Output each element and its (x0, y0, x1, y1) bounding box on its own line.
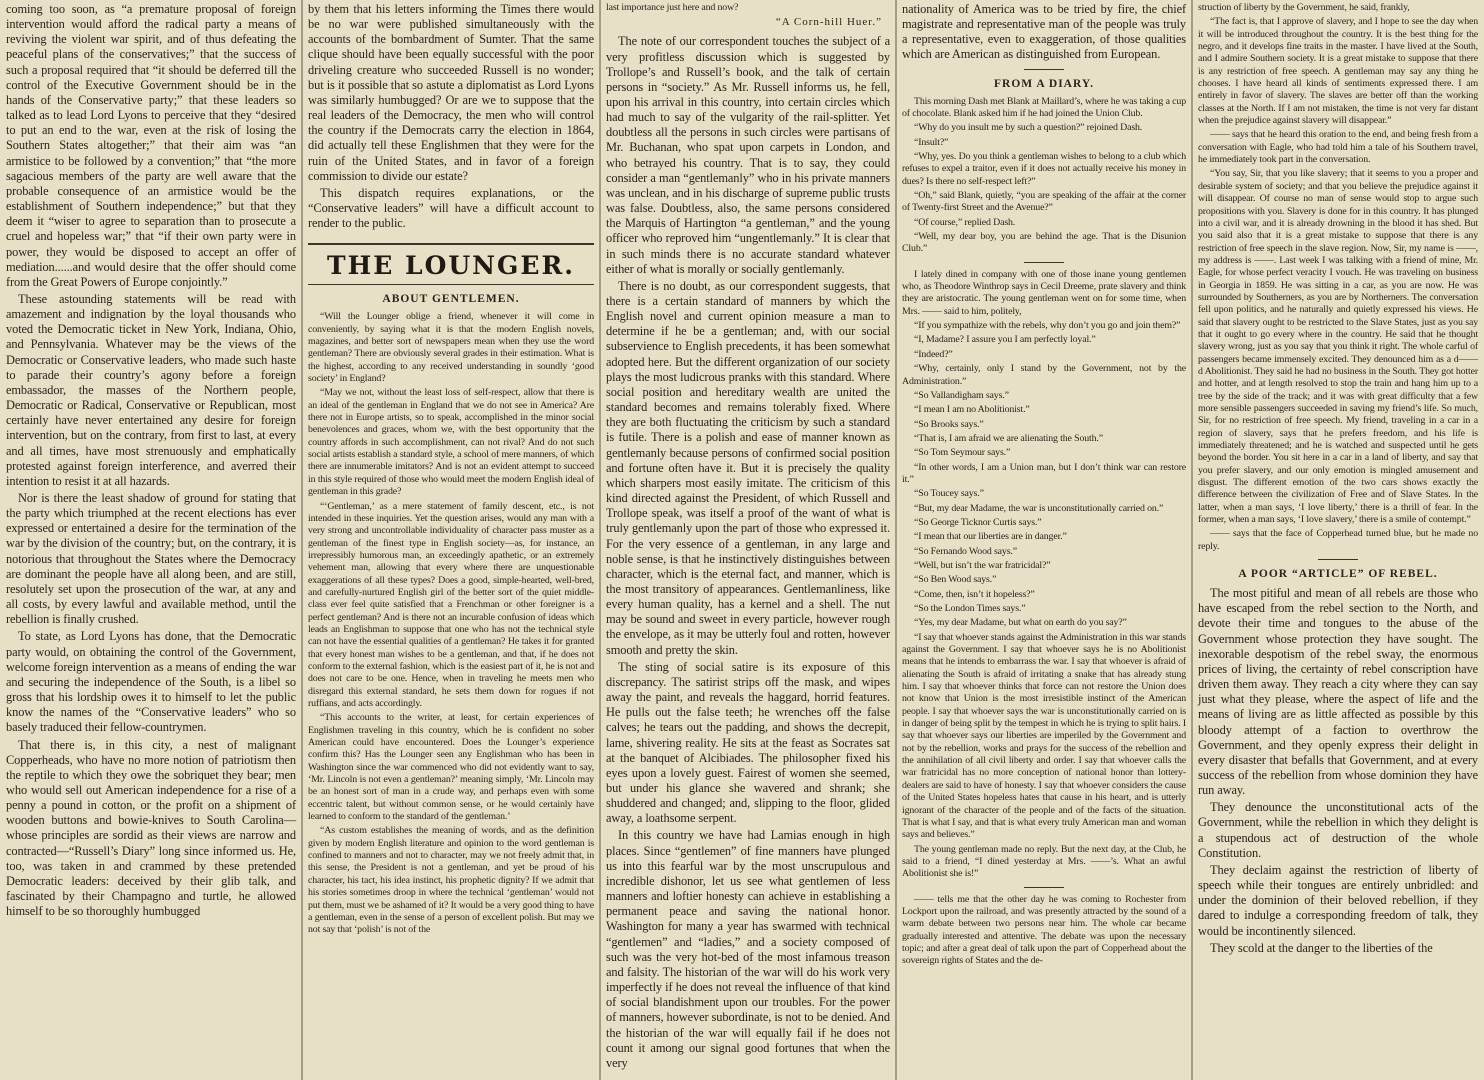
diary-paragraph: “So Vallandigham says.” (914, 389, 1009, 401)
diary-paragraph: “Well, but isn’t the war fratricidal?” (914, 559, 1051, 571)
diary-paragraph: “Well, my dear boy, you are behind the age. That is the Disunion Club.” (902, 231, 1186, 255)
diary-paragraph: —— tells me that the other day he was coming to Rochester from Lockport upon the railroad, and was presently attracted by the sound of a warm debate between two persons near him. The whole car became gradually interested and attentive. The debate was upon the necessary topic; and after a great deal of talk upon the part of Copperhead about the sovereign rights of States and the de- (902, 893, 1186, 967)
paragraph: There is no doubt, as our correspondent suggests, that there is a certain standard of manners by which the English novel and current opinion measure a man to determine if he be a gentleman; and, with our social subservience to English precedents, it has been somewhat adopted here. But the different organization of our society plays the most ludicrous pranks with this standard. Where social position and hereditary wealth are united the standard becomes and remains tolerably fixed. Where they are both fluctuating the criticism by such a standard is futile. There is a polish and ease of manner known as gentlemanly because persons of confirmed social position and fortune often have it. But it is precisely the quality which sharpers most easily imitate. The criticism of this kind directed against the President, of which Russell and Trollope speak, was itself a proof of the want of what is truly gentlemanly upon the part of those who expressed it. For the very essence of a gentleman, in any large and noble sense, is that he instinctively distinguishes between character, which is the eternal fact, and manner, which is the most transitory of appearances. Gentlemanliness, like every human quality, has a kernel and a shell. The nut may be sound and sweet in every particle, however rough the envelope, as it may be utterly foul and rotten, however smooth and pretty the skin. (606, 278, 890, 657)
diary-paragraph: This morning Dash met Blank at Maillard’s, where he was taking a cup of chocolate. Blank asked him if he had joined the Union Club. (902, 95, 1186, 119)
paragraph: They denounce the unconstitutional acts of the Government, while the rebellion in which they delight is a stupendous act of destruction of the whole Constitution. (1198, 800, 1478, 860)
diary-paragraph: “Insult?” (914, 136, 949, 148)
divider (1024, 887, 1064, 888)
letter-signature: “A Corn-hill Huer.” (775, 16, 882, 29)
diary-paragraph: “Why do you insult me by such a question?” rejoined Dash. (914, 122, 1143, 134)
paragraph: In this country we have had Lamias enough in high places. Since “gentlemen” of fine manners have plunged us into this fearful war by the most unscrupulous and incredible dishonor, let us see what gentlemen of less manners and loftier honesty can achieve in establishing a permanent peace and saving the national honor. Washington for many a year has swarmed with technical “gentlemen” and “ladies,” and a society composed of such was the very hot-bed of the most infamous treason and falsity. The historian of the war will do his work very imperfectly if he does not reveal the influence of that kind of social blandishment upon our troubles. For the power of manners, however subordinate, is not to be denied. And the historian of the war will equally fail if he does not count it among our signal good fortunes that when the very (606, 828, 890, 1070)
divider (1024, 262, 1064, 263)
letter-paragraph: “Will the Lounger oblige a friend, whenever it will come in conveniently, by saying what it is that the modern English novels, magazines, and better sort of newspapers mean when they use the word gentleman? There are obviously several grades in their estimation. What is the highest, according to any received understanding in soundly ‘good society’ in England? (308, 311, 594, 385)
paragraph: The sting of social satire is its exposure of this discrepancy. The satirist strips off the mask, and wipes away the paint, and reveals the haggard, horrid features. He pulls out the false teeth; he wrenches off the false calves; he tears out the padding, and shows the decrepit, lame, shivering reality. He sits at the feast as Socrates sat at the banquet of Alcibiades. The philosopher fixed his eyes upon a lovely guest. Fairest of women she seemed, but under his glance she wavered and shrank; she shuddered and changed; and, slipping to the floor, glided away, a loathsome serpent. (606, 659, 890, 826)
diary-paragraph: “The fact is, that I approve of slavery, and I hope to see the day when it will be introduced throughout the country. It is the best thing for the negro, and it develops fine traits in the master. I have lived at the South, and I admire Southern society. It is a great mistake to suppose that there is any restriction of free speech. A gentleman may say any thing he chooses. I have heard all kinds of sentiments expressed there. I am entirely in favor of slavery. The slaves are better off than the working classes at the North. If I am not mistaken, the time is not very far distant when the prejudice against slavery will disappear.” (1198, 16, 1478, 127)
paragraph: The most pitiful and mean of all rebels are those who have escaped from the rebel section to the North, and devote their time and tongues to the abuse of the Government whose protection they have sought. The inexorable despotism of the rebel sway, the enormous prices of living, the certainty of rebel conscription have driven them away. They reach a city where they can say just what they please, where the aspect of life and the means of living are as little affected as possible by this bloody attempt of a faction to overthrow the Government, and they openly express their delight in every disaster that befalls that Government, and at every success of the rebellion from whose dominion they have run away. (1198, 586, 1478, 798)
paragraph: These astounding statements will be read with amazement and indignation by the loyal thousands who voted the Democratic ticket in New York, Indiana, Ohio, and Pennsylvania. Whatever may be the views of the Democratic or Conservative leaders, who made such haste to parade their country’s agony before a foreign embassador, the masses of the Northern people, Democratic or Radical, Conservative or Republican, most certainly have never entertained any desire for foreign intervention, but on the contrary, from first to last, at every and all times, have most strenuously and emphatically protested against foreign interference, and averred their intention to resist it at all hazards. (6, 291, 296, 488)
article-heading: A POOR “ARTICLE” OF REBEL. (1238, 568, 1438, 581)
diary-paragraph: “Of course,” replied Dash. (914, 216, 1016, 228)
diary-paragraph: “So Brooks says.” (914, 418, 984, 430)
divider (1318, 559, 1358, 560)
diary-paragraph: “Why, certainly, only I stand by the Government, not by the Administration.” (902, 363, 1186, 387)
column-1 (0, 0, 302, 1080)
section-masthead: THE LOUNGER. (308, 243, 594, 285)
diary-paragraph: “So Toucey says.” (914, 488, 984, 500)
column-3 (600, 0, 896, 1080)
letter-paragraph: “May we not, without the least loss of self-respect, allow that there is an ideal of the gentleman in England that we do not see in America? Are there not in Europe artists, so to speak, accomplished in the minor social benevolences and graces, whom we, with the best opportunity that the country affords in such accomplishment, can not rival? And do not such social artists establish a standard style, a school of mere manners, of which there are innumerable imitators? And is not an evident attempt to succeed in this style required of those who would meet the modern English ideal of gentleman in this grade? (308, 387, 594, 498)
paragraph: They scold at the danger to the liberties of the (1210, 940, 1433, 955)
article-heading: FROM A DIARY. (993, 77, 1095, 90)
diary-paragraph: —— says that he heard this oration to the end, and being fresh from a conversation with Eagle, who had told him a tale of his Southern travel, he immediately took part in the conversation. (1198, 129, 1478, 166)
diary-paragraph: “So Fernando Wood says.” (914, 545, 1017, 557)
diary-paragraph: “I mean I am no Abolitionist.” (914, 404, 1030, 416)
column-5 (1192, 0, 1484, 1080)
diary-paragraph: “I, Madame? I assure you I am perfectly loyal.” (914, 334, 1096, 346)
diary-paragraph: “I say that whoever stands against the Administration in this war stands against the Government. I say that whoever says he is no Abolitionist means that he intends to embarrass the war. I say that whoever is afraid of alienating the South is afraid of irritating a snake that has already stung him. I say that whoever thinks that force can not restore the Union does not know that Union is the most irresistible instinct of the American people. I say that whoever says the war is unconstitutionally carried on is in danger of being split by the tempest in which he is trying to split hairs. I say that whoever says our liberties are imperiled by the Government and not by the rebellion, works and prays for the success of the rebellion and the annihilation of all civil liberty and order. I say that whoever calls the war fratricidal has no more conception of national honor than lottery-dealers are said to have of honesty. I say that whoever considers the cause of the United States hopeless hates that cause in his heart, and is utterly ignorant of the character of the people and of the facts of the situation. That is what I say, and that is what every truly American man and woman says and believes.” (902, 631, 1186, 841)
paragraph: by them that his letters informing the Times there would be no war were published simultaneously with the accounts of the bombardment of Sumter. That the same clique should have been equally successful with the poor driveling creature who succeeded Russell is no wonder; but is it possible that so astute a diplomatist as Lord Lyons was similarly humbugged? Or are we to suppose that the real leaders of the Democracy, the men who will control the country if the Democrats carry the election in 1864, did actually tell these Englishmen that they were for the ruin of the United States, and in favor of a foreign commission to divide our estate? (308, 2, 594, 183)
paragraph: To state, as Lord Lyons has done, that the Democratic party would, on obtaining the control of the Government, welcome foreign intervention as a means of ending the war and securing the independence of the South, is a libel so gross that his lordship owes it to himself to let the public know the names of the “Conservative leaders” who so basely traduced their fellow-countrymen. (6, 629, 296, 735)
diary-paragraph: “Come, then, isn’t it hopeless?” (914, 588, 1035, 600)
diary-paragraph: “If you sympathize with the rebels, why don’t you go and join them?” (914, 320, 1181, 332)
diary-paragraph: “Yes, my dear Madame, but what on earth do you say?” (914, 617, 1127, 629)
diary-paragraph: “In other words, I am a Union man, but I don’t think war can restore it.” (902, 461, 1186, 485)
paragraph: coming too soon, as “a premature proposal of foreign intervention would afford the radical party a means of reviving the violent war spirit, and of thus defeating the peaceful plans of the conservatives;” that the success of such a proposal required that “it should be deferred till the control of the Executive Government should be in the hands of the Conservative party;” that these leaders so talked as to lead Lord Lyons to perceive that they “desired to put an end to the war, even at the risk of losing the Southern States altogether;” that their aim was “an armistice to be followed by a convention;” that “the more sagacious members of the party are well aware that the probable consequence of an armistice would be the establishment of Southern independence;” but that they deem it “wiser to agree to separation than to prosecute a cruel and hopeless war;” that “if their own party were in power, they would be disposed to accept an offer of mediation......and would desire that the offer should come from the Great Powers of Europe conjointly.” (6, 2, 296, 289)
column-2 (302, 0, 600, 1080)
letter-paragraph: “As custom establishes the meaning of words, and as the definition given by modern English literature and opinion to the word gentleman is confined to manners and not to character, may we not freely admit that, in this sense, the President is not a gentleman, and yet be proud of his character, his tact, his idea instinct, his prophetic dignity? If we admit that his stories sometimes droop in where the technical ‘gentleman’ would not put them, must we be ashamed of it? It would be a very good thing to have a gentleman, even in the sense of a person of excellent polish. But may we not say that ‘polish’ is not of the (308, 825, 594, 936)
letter-paragraph: last importance just here and now? (606, 2, 739, 13)
diary-paragraph: “I mean that our liberties are in danger.” (914, 531, 1067, 543)
diary-paragraph: “That is, I am afraid we are alienating the South.” (914, 432, 1103, 444)
diary-paragraph: “So the London Times says.” (914, 603, 1026, 614)
diary-paragraph: “Indeed?” (914, 348, 953, 360)
diary-paragraph: “But, my dear Madame, the war is unconstitutionally carried on.” (914, 502, 1164, 514)
diary-paragraph: “Why, yes. Do you think a gentleman wishes to belong to a club which refuses to expel a traitor, even if it does not actually receive his money in dues? Is there no self-respect left?” (902, 151, 1186, 187)
letter-paragraph: “This accounts to the writer, at least, for certain experiences of Englishmen traveling in this country, which he is confident no sober American could have encountered. Does the Lounger’s experience confirm this? Has the Lounger seen any Englishman who has been in Washington since the war commenced who did not evidently want to say, ‘Mr. Lincoln is not even a gentleman?’ meaning simply, ‘Mr. Lincoln may be an honest sort of man in a crude way, and perhaps even with some eccentric talent, but without common sense, or he would certainly have learned to conform to the standard of the gentleman.’ (308, 712, 594, 823)
paragraph: That there is, in this city, a nest of malignant Copperheads, who have no more notion of patriotism then the reptile to which they owe the sobriquet they bear; men who would sell out American independence for a rise of a penny a pound in cotton, or the profit on a shipment of wooden buttons and bowie-knives to South Carolina—whose principles are sordid as their views are narrow and contracted—“Russell’s Diary” long since informed us. He, too, was taken in and crammed by these pretended Democratic leaders: deceived by their glib talk, and fascinated by their Champagno and turtle, he allowed himself to be so thoroughly humbugged (6, 737, 296, 919)
diary-paragraph: struction of liberty by the Government, he said, frankly, (1198, 2, 1410, 13)
divider (1024, 69, 1064, 70)
paragraph: Nor is there the least shadow of ground for stating that the party which triumphed at the recent elections has ever expressed or entertained a desire for the termination of the war by the division of the country; but, on the contrary, it is notorious that throughout the States where the Democracy are dominant the people have all along been, and are still, resolutely set upon the prosecution of the war, at any and all costs, by every lawful and available method, until the rebellion is finally crushed. (6, 491, 296, 627)
diary-paragraph: I lately dined in company with one of those inane young gentlemen who, as Theodore Winthrop says in Cecil Dreeme, prate slavery and think they are aristocratic. The young gentleman went on for some time, when Mrs. —— said to him, politely, (902, 268, 1186, 317)
diary-paragraph: “You say, Sir, that you like slavery; that it seems to you a proper and desirable system of society; and that you believe the prejudice against it will disappear. Of course no man of sense would stop to argue such propositions with you. Slavery is done for in this country. It has plunged into a civil war, and it is already drowning in the blood it has shed. But you said also that it is a great mistake to suppose that there is any restriction of free speech in the slave region. Now, Sir, my name is ——, my address is ——. Last week I was talking with a friend of mine, Mr. Eagle, for whose perfect veracity I vouch. He was traveling on business in Georgia in 1859. He was sitting in a car, as you are now. He was surrounded by Southerners, as you are by Northerners. The conversation fell upon politics, and he naturally and quietly expressed his views. He said that slavery ought to be restricted to the Slave States, just as you say that it ought to go every where in the country. He said that he thought slavery wrong, just as you say that you think it right. The whole carful of passengers became immensely excited. They denounced him as a d——d Abolitionist. They said he had no business in the South. They got hotter and hotter, and at length resolved to stop the train and hang him up to a tree by the side of the track; and it was with great difficulty that a few more sensible passengers succeeded in saving my friend’s life. So much, Sir, for no restriction of free speech. My friend, traveling in a car in a region of slavery, says that he prefers freedom, and his life is immediately threatened; and he is watched and suspected until he gets beyond the border. You sit here in a car in a land of liberty, and say that you prefer slavery, and our only emotion is mingled amusement and disgust. The different emotion of the two cars shows exactly the difference between the civilization of Free and of Slave States. In the latter, when a man says, ‘I love liberty,’ there is a thrill of fear. In the former, when a man says, ‘I love slavery,’ there is a smile of contempt.” (1198, 168, 1478, 526)
letter-paragraph: “‘Gentleman,’ as a mere statement of family descent, etc., is not intended in these inquiries. Yet the question arises, would any man with a very strong and uncontrollable individuality of character pass muster as a gentleman of the finest type in English society—as, for instance, an irrepressibly humorous man, an exceedingly apathetic, or an extremely vehement man, allowing that every where there are unquestionable exaggerations of all these types? Does a good, simple-hearted, well-bred, and carefully-nurtured English girl of the better sort of the quiet middle-class ever feel quite satisfied that a Frenchman or other foreigner is a perfect gentleman? And is there not an incurable confusion of ideas which leads an Englishman to suppose that one who has not the technical style can not have the essential qualities of a gentleman? He takes it for granted that every honest man wishes to be a gentleman, and that, if he does not conform to the external fashion, which is the easiest part of it, he is not and does not care to be one. Hence, when in traveling he meets men who disregard this external standard, he sets them down for rogues if not ruffians, and acts accordingly. (308, 500, 594, 709)
diary-paragraph: “So Tom Seymour says.” (914, 447, 1011, 459)
diary-paragraph: “So Ben Wood says.” (914, 574, 997, 586)
diary-paragraph: —— says that the face of Copperhead turned blue, but he made no reply. (1198, 528, 1478, 552)
diary-paragraph: “Oh,” said Blank, quietly, “you are speaking of the affair at the corner of Twenty-first Street and the Avenue?” (902, 190, 1186, 214)
paragraph: They declaim against the restriction of liberty of speech while their tongues are entirely unbridled: and under the dominion of their beloved rebellion, if they dared to indulge a corresponding freedom of talk, they would be incontinently silenced. (1198, 862, 1478, 938)
paragraph: The note of our correspondent touches the subject of a very profitless discussion which is suggested by Trollope’s and Russell’s book, and the talk of certain persons in “society.” As Mr. Russell informs us, he fell, upon his arrival in this country, into certain circles which had much to say of the vulgarity of the rail-splitter. Yet doubtless all the persons in such circles were partisans of Mr. Buchanan, who spat upon carpets in London, and who betrayed his country. That is to say, they could consider a man “gentlemanly” who in his private manners was unclean, and in his discharge of supreme public trusts was false. Doubtless, also, the same persons considered the Marquis of Hartington “a gentleman,” and the young officer who reproved him “ungentlemanly.” It is clear that in such minds there is no accurate standard whatever either of what is morally or socially gentlemanly. (606, 34, 890, 276)
diary-paragraph: “So George Ticknor Curtis says.” (914, 516, 1042, 528)
column-4 (896, 0, 1192, 1080)
diary-paragraph: The young gentleman made no reply. But the next day, at the Club, he said to a friend, “I dined yesterday at Mrs. ——’s. What an awful Abolitionist she is!” (902, 843, 1186, 880)
paragraph: nationality of America was to be tried by fire, the chief magistrate and representative man of the people was truly a representative, even to exaggeration, of those qualities which are American as distinguished from European. (902, 2, 1186, 62)
article-heading: ABOUT GENTLEMEN. (382, 293, 520, 306)
paragraph: This dispatch requires explanations, or the “Conservative leaders” will have a difficult account to render to the public. (308, 185, 594, 231)
